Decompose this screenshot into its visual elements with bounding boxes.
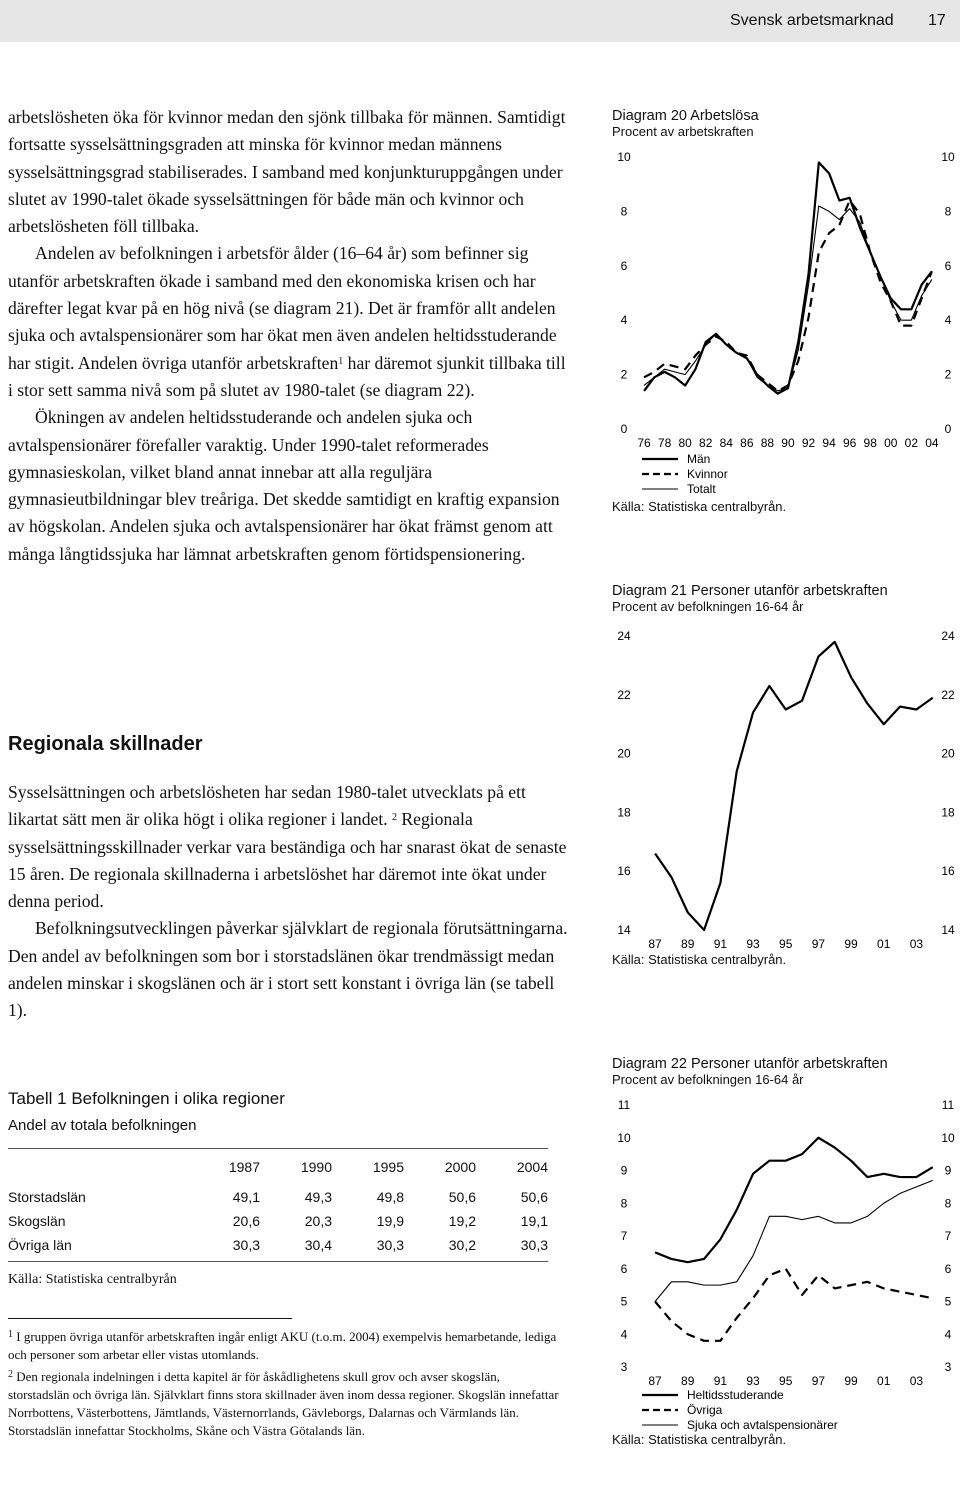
y-tick-label-right: 11: [941, 1098, 955, 1112]
y-tick-label-right: 6: [944, 258, 952, 273]
y-tick-label-right: 2: [944, 367, 952, 382]
footnote-rule: [8, 1318, 292, 1319]
table-row: [8, 1185, 548, 1209]
legend-label: Sjuka och avtalspensionärer: [687, 1418, 838, 1432]
footnote-ref-1[interactable]: 1: [338, 355, 344, 367]
y-tick-label-right: 5: [944, 1294, 952, 1309]
y-tick-label-left: 10: [617, 1130, 631, 1145]
y-tick-label-right: 3: [944, 1360, 952, 1374]
y-tick-label-left: 0: [620, 422, 628, 436]
x-tick-label: 98: [863, 436, 877, 450]
x-tick-label: 00: [884, 436, 898, 450]
y-tick-label-left: 4: [620, 313, 628, 328]
chart-svg: [612, 614, 960, 952]
table-cell: 30,3: [376, 1237, 404, 1253]
y-tick-label-right: 24: [941, 629, 955, 643]
chart-svg: [612, 139, 960, 499]
x-tick-label: 95: [779, 937, 793, 951]
y-tick-label-left: 16: [617, 864, 631, 879]
page-number: 17: [928, 12, 946, 29]
x-tick-label: 86: [740, 436, 754, 450]
paragraph-1: arbetslösheten öka för kvinnor medan den sjönk tillbaka för männen. Samtidigt fortsatte sysselsättningsgraden att minska för kvinnor medan männens sysselsättningsgrad stabiliserades. I samband med konjunkturuppgången under slutet av 1990-talet ökade sysselsättningen för både män och kvinnor och arbetslösheten föll tillbaka.: [8, 107, 566, 237]
footnotes: [8, 1328, 564, 1440]
y-tick-label-left: 8: [620, 1196, 628, 1211]
table-source: Källa: Statistiska centralbyrån: [8, 1272, 177, 1287]
x-tick-label: 97: [811, 937, 826, 951]
table-cell: 20,6: [232, 1213, 260, 1229]
y-tick-label-left: 5: [620, 1294, 628, 1309]
y-tick-label-right: 16: [941, 864, 955, 879]
x-tick-label: 01: [877, 1374, 891, 1388]
table-cell: 19,2: [448, 1213, 476, 1229]
x-tick-label: 84: [719, 436, 733, 450]
data-table: [8, 1155, 548, 1257]
table-cell: 30,3: [232, 1237, 260, 1253]
x-tick-label: 93: [746, 937, 760, 951]
y-tick-label-right: 14: [941, 923, 955, 937]
y-tick-label-right: 8: [944, 204, 952, 219]
y-tick-label-right: 20: [941, 746, 955, 761]
x-tick-label: 88: [760, 436, 775, 450]
series-line-2: [655, 1269, 933, 1341]
x-tick-label: 99: [844, 1374, 858, 1388]
chart-subtitle: Procent av arbetskraften: [612, 124, 754, 139]
column-header: 1987: [228, 1159, 260, 1175]
x-tick-label: 82: [699, 436, 713, 450]
table-1: [8, 1089, 568, 1288]
series-line-1: [655, 642, 933, 930]
y-tick-label-right: 4: [944, 1327, 952, 1342]
y-tick-label-left: 6: [620, 258, 628, 273]
paragraph-3: Ökningen av andelen heltidsstuderande och andelen sjuka och avtalspensionärer förefaller varaktig. Under 1990-talet reformerades gymnasieskolan, vilket bland annat innebar att alla reguljära gymnasieutbildningar blev treåriga. Det skedde samtidigt en kraftig expansion av högskolan. Andelen sjuka och avtalspensionärer har ökat främst genom att många långtidssjuka har lämnat arbetskraften genom förtidspensionering.: [8, 407, 560, 564]
y-tick-label-right: 22: [941, 687, 955, 702]
paragraph-2: Andelen av befolkningen i arbetsför ålder (16–64 år) som befinner sig utanför arbetskraften ökade i samband med den ekonomiska krisen och har därefter legat kvar på en hög nivå (se diagram 21). Det är framför allt andelen sjuka och avtalspensionärer som har ökat men även andelen heltidsstuderande har stigit. Andelen övriga utanför arbetskraften$^1$ har däremot sjunkit tillbaka till i stor sett samma nivå som på slutet av 1980-talet (se diagram 22).: [8, 243, 566, 400]
table-cell: 19,9: [376, 1213, 404, 1229]
y-tick-label-left: 4: [620, 1327, 628, 1342]
page-header: [0, 0, 960, 42]
x-tick-label: 91: [713, 1374, 728, 1388]
x-tick-label: 93: [746, 1374, 760, 1388]
x-tick-label: 76: [637, 436, 651, 450]
row-label: Storstadslän: [8, 1189, 86, 1205]
diagram-22: [612, 1056, 960, 1447]
table-header-row: [8, 1155, 548, 1179]
y-tick-label-right: 0: [944, 422, 952, 436]
chart-source: Källa: Statistiska centralbyrån.: [612, 499, 787, 514]
x-tick-label: 92: [801, 436, 816, 450]
x-tick-label: 96: [842, 436, 857, 450]
diagram-21: [612, 583, 960, 967]
footnote-2: $^2$ Den regionala indelningen i detta kapitel är för åskådlighetens skull grov och avser skogslän, storstadslän och övriga län. Självklart finns stora skillnader även inom dessa regioner. Skogslän innefattar Norrbottens, Västerbottens, Jämtlands, Västernorrlands, Gävleborgs, Dalarnas och Värmlands län. Storstadslän innefattar Stockholms, Skåne och Västra Götalands län.: [8, 1369, 559, 1438]
y-tick-label-right: 18: [941, 805, 955, 820]
paragraph-4: Sysselsättningen och arbetslösheten har sedan 1980-talet utvecklats på ett likartat sätt men är olika högt i olika regioner i landet. $^2$ Regionala sysselsättningsskillnader verkar vara beständiga och har snarast ökat de senaste 15 åren. De regionala skillnaderna i arbetslöshet har däremot inte ökat under denna period.: [8, 782, 567, 912]
x-tick-label: 01: [877, 937, 891, 951]
column-header: 2004: [516, 1159, 548, 1175]
table-cell: 50,6: [448, 1189, 476, 1205]
diagram-20: [612, 108, 960, 514]
body-text-lower: [8, 779, 568, 1025]
chart-title: Diagram 22 Personer utanför arbetskraften: [612, 1056, 888, 1072]
x-tick-label: 91: [713, 937, 728, 951]
table-rule: [8, 1148, 548, 1149]
table-cell: 49,1: [232, 1189, 260, 1205]
section-heading: Regionala skillnader: [8, 733, 203, 755]
x-tick-label: 97: [811, 1374, 826, 1388]
chart-title: Diagram 21 Personer utanför arbetskraften: [612, 583, 888, 599]
y-tick-label-left: 8: [620, 204, 628, 219]
table-cell: 49,8: [376, 1189, 404, 1205]
table-row: [8, 1209, 548, 1233]
x-tick-label: 87: [648, 1374, 662, 1388]
y-tick-label-left: 3: [620, 1360, 628, 1374]
y-tick-label-right: 7: [944, 1229, 952, 1243]
paragraph-5: Befolkningsutvecklingen påverkar självklart de regionala förutsättningarna. Den andel av befolkningen som bor i storstadslänen ökar trendmässigt medan andelen minskar i skogslänen och är i stort sett konstant i övriga län (se tabell 1).: [8, 918, 568, 1021]
y-tick-label-left: 14: [617, 923, 631, 937]
table-subtitle: Andel av totala befolkningen: [8, 1117, 197, 1134]
x-tick-label: 78: [657, 436, 672, 450]
table-rule: [8, 1261, 548, 1262]
series-line-3: [644, 206, 932, 391]
table-cell: 30,2: [448, 1237, 476, 1253]
y-tick-label-left: 2: [620, 367, 628, 382]
x-tick-label: 04: [925, 436, 939, 450]
legend-label: Övriga: [687, 1403, 723, 1417]
series-line-1: [655, 1138, 933, 1262]
y-tick-label-right: 8: [944, 1196, 952, 1211]
column-header: 1990: [300, 1159, 332, 1175]
table-cell: 50,6: [520, 1189, 548, 1205]
y-tick-label-left: 9: [620, 1163, 628, 1178]
table-cell: 19,1: [520, 1213, 548, 1229]
legend-label: Totalt: [687, 482, 716, 496]
table-row: [8, 1233, 548, 1257]
chart-source: Källa: Statistiska centralbyrån.: [612, 1432, 787, 1447]
y-tick-label-left: 24: [617, 629, 631, 643]
x-tick-label: 87: [648, 937, 662, 951]
table-title: Tabell 1 Befolkningen i olika regioner: [8, 1089, 285, 1108]
x-tick-label: 03: [909, 937, 924, 951]
y-tick-label-right: 6: [944, 1261, 952, 1276]
footnote-1: $^1$ I gruppen övriga utanför arbetskraften ingår enligt AKU (t.o.m. 2004) exempelvis hemarbetande, lediga och personer som arbetar eller vistas utomlands.: [8, 1329, 557, 1362]
legend-label: Kvinnor: [687, 467, 728, 481]
y-tick-label-left: 18: [617, 805, 631, 820]
table-cell: 30,4: [304, 1237, 332, 1253]
legend-label: Heltidsstuderande: [687, 1388, 784, 1402]
table-cell: 49,3: [304, 1189, 332, 1205]
y-tick-label-right: 9: [944, 1163, 952, 1178]
y-tick-label-left: 7: [620, 1229, 628, 1243]
table-cell: 20,3: [304, 1213, 332, 1229]
chart-subtitle: Procent av befolkningen 16-64 år: [612, 1072, 804, 1087]
y-tick-label-right: 10: [941, 1130, 955, 1145]
y-tick-label-right: 10: [941, 150, 955, 164]
row-label: Skogslän: [8, 1213, 66, 1229]
x-tick-label: 02: [904, 436, 919, 450]
x-tick-label: 90: [781, 436, 795, 450]
running-title: Svensk arbetsmarknad: [730, 12, 894, 29]
x-tick-label: 89: [681, 1374, 695, 1388]
y-tick-label-left: 20: [617, 746, 631, 761]
y-tick-label-right: 4: [944, 313, 952, 328]
x-tick-label: 99: [844, 937, 858, 951]
chart-source: Källa: Statistiska centralbyrån.: [612, 952, 787, 967]
series-line-1: [644, 162, 932, 393]
x-tick-label: 80: [678, 436, 692, 450]
y-tick-label-left: 10: [617, 150, 631, 164]
chart-title: Diagram 20 Arbetslösa: [612, 108, 759, 124]
footnote-ref-2[interactable]: 2: [392, 812, 398, 824]
body-text-upper: [8, 104, 568, 568]
chart-subtitle: Procent av befolkningen 16-64 år: [612, 599, 804, 614]
x-tick-label: 03: [909, 1374, 924, 1388]
x-tick-label: 89: [681, 937, 695, 951]
chart-svg: [612, 1087, 960, 1432]
x-tick-label: 94: [822, 436, 836, 450]
legend-label: Män: [687, 452, 711, 466]
row-label: Övriga län: [8, 1237, 72, 1253]
y-tick-label-left: 11: [617, 1098, 631, 1112]
table-cell: 30,3: [520, 1237, 548, 1253]
x-tick-label: 95: [779, 1374, 793, 1388]
y-tick-label-left: 6: [620, 1261, 628, 1276]
column-header: 2000: [444, 1159, 476, 1175]
y-tick-label-left: 22: [617, 687, 631, 702]
column-header: 1995: [372, 1159, 404, 1175]
